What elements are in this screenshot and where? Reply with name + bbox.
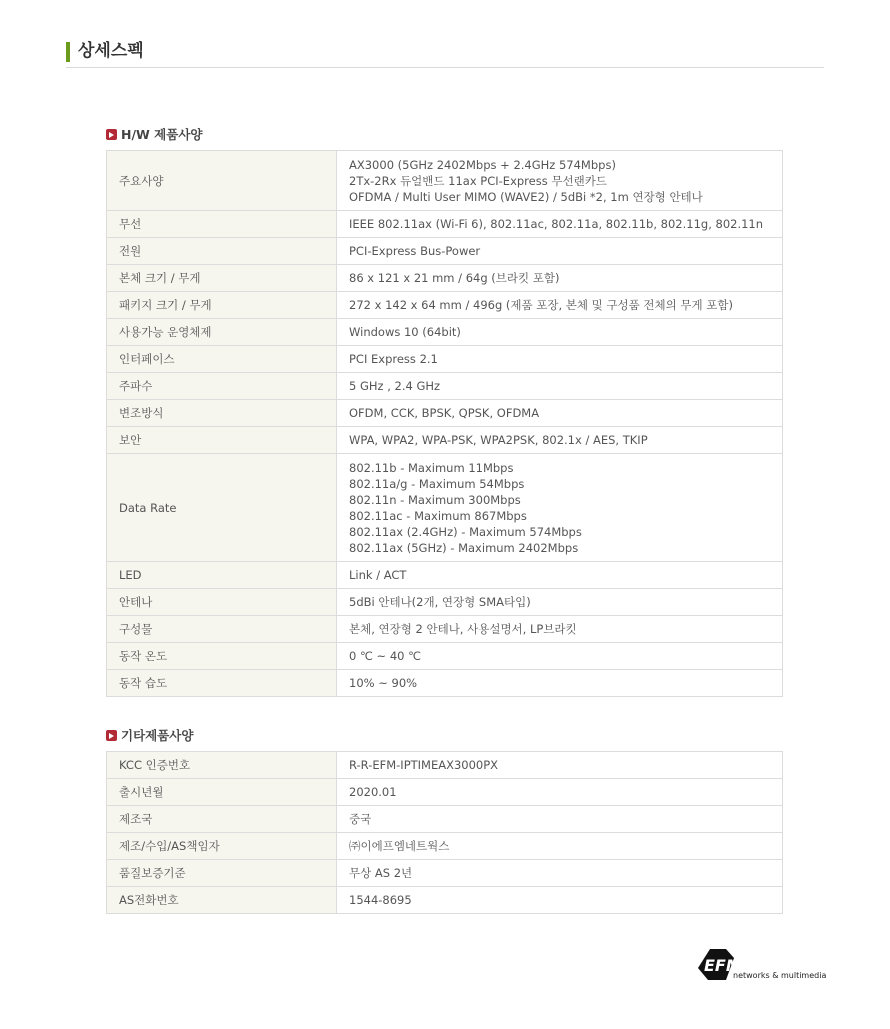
spec-value-line: 무상 AS 2년	[349, 866, 413, 880]
title-accent-bar	[66, 42, 70, 62]
spec-value	[337, 833, 783, 860]
spec-value-line: 2020.01	[349, 785, 397, 799]
spec-value-line: 10% ~ 90%	[349, 676, 418, 690]
spec-label: 인터페이스	[107, 346, 337, 373]
spec-value	[337, 373, 783, 400]
table-row	[107, 833, 783, 860]
spec-label: 품질보증기준	[107, 860, 337, 887]
spec-label: 제조/수입/AS책임자	[107, 833, 337, 860]
etc-section-title: 기타제품사양	[121, 728, 194, 743]
spec-value	[337, 752, 783, 779]
spec-value-line: 86 x 121 x 21 mm / 64g (브라킷 포함)	[349, 271, 560, 285]
table-row	[107, 151, 783, 211]
spec-value	[337, 238, 783, 265]
spec-label: AS전화번호	[107, 887, 337, 914]
etc-spec-table	[106, 751, 783, 914]
play-bullet-icon	[106, 730, 117, 741]
spec-value-line: 5 GHz , 2.4 GHz	[349, 379, 441, 393]
spec-value-line: 802.11ax (2.4GHz) - Maximum 574Mbps	[349, 524, 582, 539]
spec-value	[337, 319, 783, 346]
spec-value	[337, 616, 783, 643]
spec-value-line: 802.11a/g - Maximum 54Mbps	[349, 476, 525, 491]
spec-label: 동작 온도	[107, 643, 337, 670]
logo-tagline: networks & multimedia	[733, 971, 826, 980]
spec-label: 패키지 크기 / 무게	[107, 292, 337, 319]
spec-value-line: IEEE 802.11ax (Wi-Fi 6), 802.11ac, 802.11a, 802.11b, 802.11g, 802.11n	[349, 217, 764, 231]
spec-label: 무선	[107, 211, 337, 238]
logo-text: EFM	[704, 956, 742, 975]
page-title	[66, 40, 824, 68]
table-row	[107, 860, 783, 887]
spec-label: 변조방식	[107, 400, 337, 427]
table-row	[107, 265, 783, 292]
table-row	[107, 400, 783, 427]
spec-label: 본체 크기 / 무게	[107, 265, 337, 292]
spec-value-line: OFDM, CCK, BPSK, QPSK, OFDMA	[349, 406, 540, 420]
spec-value-line: 802.11n - Maximum 300Mbps	[349, 492, 521, 507]
spec-value-line: 802.11b - Maximum 11Mbps	[349, 460, 514, 475]
spec-value-line: 중국	[349, 812, 372, 826]
hw-section-title: H/W 제품사양	[121, 127, 203, 142]
spec-value	[337, 779, 783, 806]
spec-value-line: ㈜이에프엠네트웍스	[349, 839, 450, 853]
spec-value	[337, 151, 783, 211]
spec-label: 주요사양	[107, 151, 337, 211]
spec-label: 출시년월	[107, 779, 337, 806]
spec-label: 전원	[107, 238, 337, 265]
spec-value	[337, 670, 783, 697]
spec-value	[337, 427, 783, 454]
spec-label: 안테나	[107, 589, 337, 616]
spec-value-line: R-R-EFM-IPTIMEAX3000PX	[349, 758, 499, 772]
spec-value	[337, 211, 783, 238]
spec-label: LED	[107, 562, 337, 589]
spec-label: Data Rate	[107, 454, 337, 562]
spec-value	[337, 292, 783, 319]
efm-logo-mark-icon	[696, 946, 826, 986]
spec-value-line: PCI Express 2.1	[349, 352, 438, 366]
spec-value-line: 0 ℃ ~ 40 ℃	[349, 649, 422, 663]
table-row	[107, 346, 783, 373]
table-row	[107, 779, 783, 806]
spec-value-line: 802.11ax (5GHz) - Maximum 2402Mbps	[349, 540, 579, 555]
spec-value	[337, 400, 783, 427]
spec-value-line: 802.11ac - Maximum 867Mbps	[349, 508, 527, 523]
table-row	[107, 562, 783, 589]
table-row	[107, 427, 783, 454]
table-row	[107, 589, 783, 616]
spec-value-line: Windows 10 (64bit)	[349, 325, 461, 339]
table-row	[107, 454, 783, 562]
table-row	[107, 752, 783, 779]
spec-value-line: 272 x 142 x 64 mm / 496g (제품 포장, 본체 및 구성품 전체의 무게 포함)	[349, 298, 733, 312]
spec-value	[337, 643, 783, 670]
spec-value-line: OFDMA / Multi User MIMO (WAVE2) / 5dBi *2, 1m 연장형 안테나	[349, 189, 703, 204]
spec-value-line: WPA, WPA2, WPA-PSK, WPA2PSK, 802.1x / AES, TKIP	[349, 433, 648, 447]
spec-value	[337, 265, 783, 292]
spec-label: 제조국	[107, 806, 337, 833]
spec-label: 구성물	[107, 616, 337, 643]
hw-spec-table	[106, 150, 783, 697]
table-row	[107, 373, 783, 400]
spec-value-line: 본체, 연장형 2 안테나, 사용설명서, LP브라킷	[349, 622, 577, 636]
spec-value	[337, 346, 783, 373]
play-bullet-icon	[106, 129, 117, 140]
table-row	[107, 643, 783, 670]
spec-label: 주파수	[107, 373, 337, 400]
spec-label: 동작 습도	[107, 670, 337, 697]
spec-value-line: 1544-8695	[349, 893, 412, 907]
spec-value	[337, 806, 783, 833]
page-title-text: 상세스펙	[78, 41, 144, 61]
table-row	[107, 319, 783, 346]
table-row	[107, 292, 783, 319]
spec-label: 보안	[107, 427, 337, 454]
spec-value	[337, 887, 783, 914]
spec-value-line: PCI-Express Bus-Power	[349, 244, 481, 258]
spec-value-line: 2Tx-2Rx 듀얼밴드 11ax PCI-Express 무선랜카드	[349, 173, 607, 188]
table-row	[107, 211, 783, 238]
table-row	[107, 616, 783, 643]
spec-label: KCC 인증번호	[107, 752, 337, 779]
efm-logo	[696, 946, 826, 986]
table-row	[107, 238, 783, 265]
spec-value-line: Link / ACT	[349, 568, 407, 582]
spec-value	[337, 454, 783, 562]
spec-value	[337, 562, 783, 589]
spec-label: 사용가능 운영체제	[107, 319, 337, 346]
table-row	[107, 806, 783, 833]
spec-value	[337, 589, 783, 616]
table-row	[107, 670, 783, 697]
spec-value	[337, 860, 783, 887]
spec-value-line: AX3000 (5GHz 2402Mbps + 2.4GHz 574Mbps)	[349, 157, 616, 172]
spec-value-line: 5dBi 안테나(2개, 연장형 SMA타입)	[349, 595, 531, 609]
table-row	[107, 887, 783, 914]
